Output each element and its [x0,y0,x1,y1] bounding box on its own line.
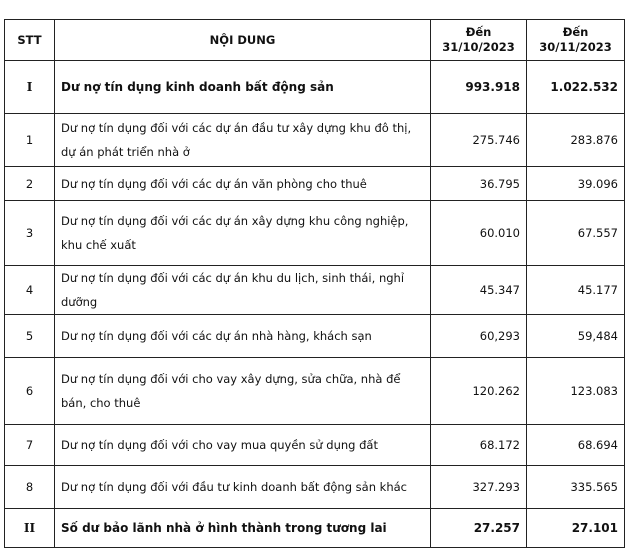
row-value-nov: 1.022.532 [527,61,625,114]
table-row [5,315,625,358]
row-stt: 8 [5,466,55,509]
table-row [5,61,625,114]
row-stt: 7 [5,425,55,466]
row-value-oct: 120.262 [431,358,527,425]
row-stt: II [5,509,55,548]
header-col1: Đến 31/10/2023 [431,20,527,61]
row-stt: 1 [5,114,55,167]
row-content: Dư nợ tín dụng đối với cho vay xây dựng, sửa chữa, nhà để bán, cho thuê [55,358,431,425]
row-value-oct: 275.746 [431,114,527,167]
row-value-oct: 45.347 [431,266,527,315]
row-stt: 4 [5,266,55,315]
row-content: Dư nợ tín dụng đối với các dự án đầu tư xây dựng khu đô thị, dự án phát triển nhà ở [55,114,431,167]
row-value-oct: 327.293 [431,466,527,509]
row-value-nov: 45.177 [527,266,625,315]
row-value-oct: 27.257 [431,509,527,548]
row-stt: 6 [5,358,55,425]
row-value-nov: 59,484 [527,315,625,358]
row-value-nov: 123.083 [527,358,625,425]
table-row [5,509,625,548]
row-value-nov: 27.101 [527,509,625,548]
header-stt: STT [5,20,55,61]
table-row [5,201,625,266]
table-row [5,167,625,201]
table-row [5,114,625,167]
row-content: Dư nợ tín dụng đối với các dự án xây dựng khu công nghiệp, khu chế xuất [55,201,431,266]
table-row [5,358,625,425]
row-content: Dư nợ tín dụng đối với cho vay mua quyền sử dụng đất [55,425,431,466]
row-content: Dư nợ tín dụng đối với đầu tư kinh doanh bất động sản khác [55,466,431,509]
row-content: Dư nợ tín dụng đối với các dự án văn phòng cho thuê [55,167,431,201]
row-content: Dư nợ tín dụng đối với các dự án khu du lịch, sinh thái, nghỉ dưỡng [55,266,431,315]
table-row [5,266,625,315]
row-value-oct: 993.918 [431,61,527,114]
row-value-nov: 335.565 [527,466,625,509]
header-col2: Đến 30/11/2023 [527,20,625,61]
row-content: Dư nợ tín dụng đối với các dự án nhà hàng, khách sạn [55,315,431,358]
row-value-oct: 68.172 [431,425,527,466]
row-value-oct: 60.010 [431,201,527,266]
row-value-nov: 283.876 [527,114,625,167]
table-row [5,425,625,466]
row-stt: 2 [5,167,55,201]
row-stt: 5 [5,315,55,358]
row-value-oct: 60,293 [431,315,527,358]
header-row [5,20,625,61]
row-stt: I [5,61,55,114]
table-row [5,466,625,509]
row-content: Dư nợ tín dụng kinh doanh bất động sản [55,61,431,114]
row-stt: 3 [5,201,55,266]
row-value-oct: 36.795 [431,167,527,201]
row-value-nov: 67.557 [527,201,625,266]
row-value-nov: 39.096 [527,167,625,201]
header-content: NỘI DUNG [55,20,431,61]
row-value-nov: 68.694 [527,425,625,466]
credit-table [4,19,625,548]
row-content: Số dư bảo lãnh nhà ở hình thành trong tương lai [55,509,431,548]
